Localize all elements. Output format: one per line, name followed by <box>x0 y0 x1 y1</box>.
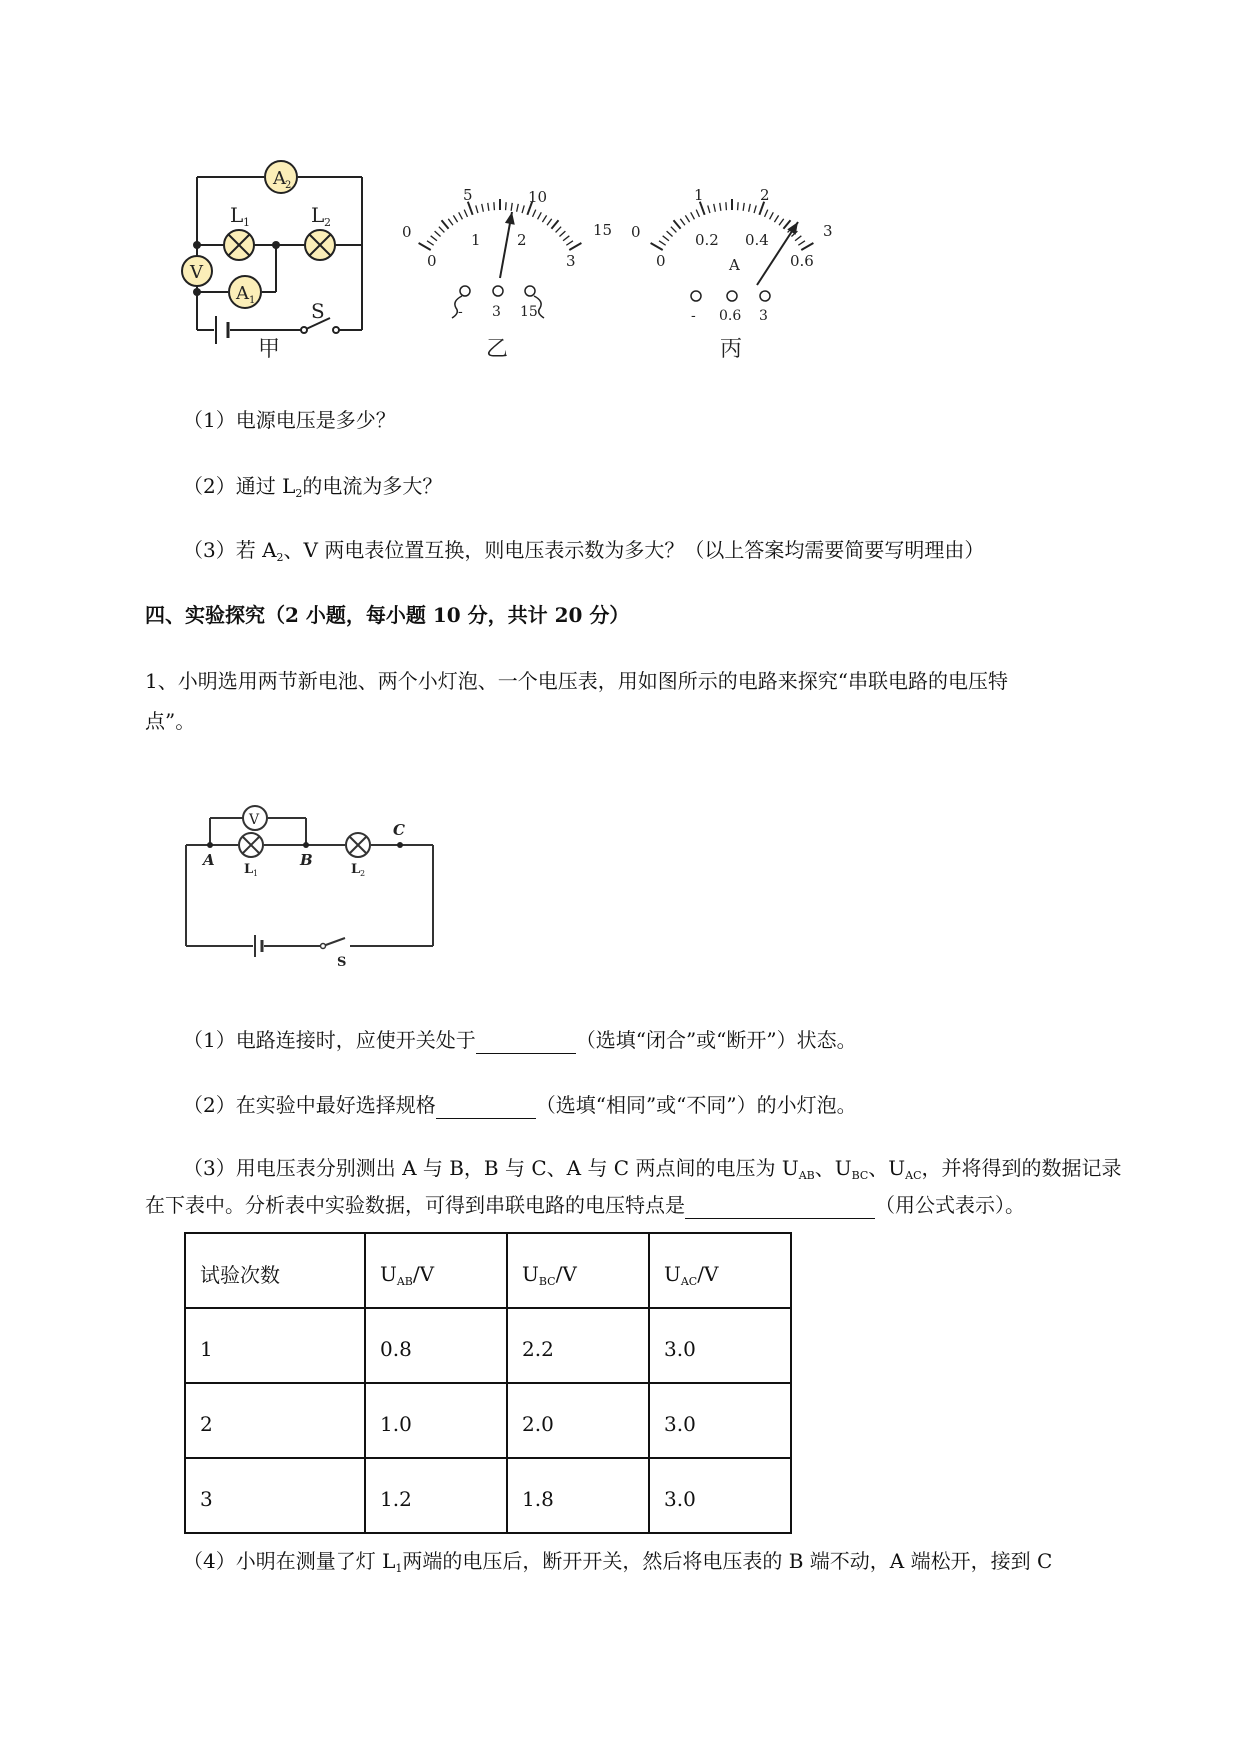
svg-text:2: 2 <box>760 186 770 204</box>
dial-tick <box>674 220 681 228</box>
dial-tick <box>476 205 478 213</box>
ammeter-terminals <box>691 291 770 324</box>
answer-blank-3[interactable] <box>685 1196 875 1219</box>
svg-text:A: A <box>729 256 740 274</box>
header-cell: $U_{AC}/V$ <box>649 1233 791 1308</box>
dial-tick <box>533 210 536 217</box>
svg-text:0.2: 0.2 <box>695 231 719 249</box>
dial-tick <box>559 231 565 236</box>
lamp-l2-symbol <box>305 203 335 260</box>
dial-tick <box>563 236 569 241</box>
svg-text:1: 1 <box>253 869 259 878</box>
a2-label: A <box>273 168 286 189</box>
l2-label: L <box>311 203 325 227</box>
dial-tick <box>448 219 453 225</box>
dial-tick <box>556 227 562 233</box>
experiment-intro-line2: 点”。 <box>145 709 196 733</box>
table-cell: 1.2 <box>365 1458 507 1533</box>
svg-text:1: 1 <box>694 186 704 204</box>
svg-text:0.4: 0.4 <box>745 231 769 249</box>
experiment-question-4: （4）小明在测量了灯 $L_1$两端的电压后，断开开关，然后将电压表的 B 端不动，A 端松开，接到 C <box>183 1549 1053 1575</box>
dial-tick <box>522 205 524 213</box>
svg-text:V: V <box>249 812 260 828</box>
dial-tick <box>538 212 542 219</box>
dial-tick <box>680 219 685 225</box>
svg-text:2: 2 <box>360 869 366 878</box>
svg-text:1: 1 <box>471 231 481 249</box>
dial-tick <box>774 215 778 222</box>
caption-yi: 乙 <box>486 337 509 362</box>
table-cell: 3.0 <box>649 1458 791 1533</box>
dial-tick <box>691 212 695 219</box>
svg-text:3: 3 <box>492 304 501 320</box>
svg-text:5: 5 <box>463 186 473 204</box>
dial-tick <box>663 236 669 241</box>
figure-circuit-and-meters <box>0 0 1241 380</box>
voltmeter-scale-labels <box>402 186 612 270</box>
table-cell: 2 <box>185 1383 365 1458</box>
dial-tick <box>726 202 727 210</box>
dial-tick <box>765 210 768 217</box>
svg-text:2: 2 <box>324 216 331 229</box>
svg-text:0: 0 <box>402 223 412 241</box>
dial-needle-arrowhead <box>505 212 515 225</box>
dial-tick <box>795 236 801 241</box>
dial-tick <box>714 204 716 212</box>
dial-tick <box>779 219 784 225</box>
dial-tick <box>798 241 805 245</box>
table-cell: 3.0 <box>649 1308 791 1383</box>
table-row <box>185 1458 791 1533</box>
table-cell: 2.2 <box>507 1308 649 1383</box>
table-cell: 1.0 <box>365 1383 507 1458</box>
svg-text:1: 1 <box>243 216 250 229</box>
dial-tick <box>720 203 721 211</box>
point-c-label: C <box>393 821 405 839</box>
svg-text:2: 2 <box>285 180 292 191</box>
dial-tick <box>511 203 512 211</box>
experiment-question-3-line2: 在下表中。分析表中实验数据，可得到串联电路的电压特点是 （用公式表示）。 <box>145 1193 1025 1217</box>
svg-text:L: L <box>244 862 254 877</box>
dial-tick <box>482 204 484 212</box>
lamp-l1-symbol-fig2 <box>239 833 263 857</box>
caption-bing: 丙 <box>720 337 743 362</box>
voltmeter-dial-yi <box>419 199 582 278</box>
dial-tick <box>439 227 445 233</box>
dial-tick <box>488 203 489 211</box>
svg-text:0.6: 0.6 <box>719 308 742 324</box>
switch-s-label: S <box>311 299 325 323</box>
dial-tick <box>453 215 457 222</box>
svg-text:10: 10 <box>528 188 548 206</box>
dial-tick <box>542 215 546 222</box>
dial-tick <box>754 205 756 213</box>
dial-tick <box>442 220 449 228</box>
dial-tick <box>419 243 431 250</box>
switch-s-label-fig2: S <box>337 955 347 970</box>
dial-tick <box>783 220 790 228</box>
dial-tick <box>738 202 739 210</box>
svg-text:-: - <box>458 304 463 320</box>
svg-text:3: 3 <box>823 222 833 240</box>
dial-tick <box>569 243 581 250</box>
experiment-question-2: （2）在实验中最好选择规格 （选填“相同”或“不同”）的小灯泡。 <box>183 1093 857 1117</box>
svg-text:3: 3 <box>759 308 768 324</box>
svg-text:1: 1 <box>249 295 256 306</box>
voltmeter-v-symbol <box>182 256 212 286</box>
table-header-row <box>185 1233 791 1308</box>
dial-tick <box>435 231 441 236</box>
ammeter-a1-symbol <box>229 276 261 308</box>
svg-text:15: 15 <box>593 221 613 239</box>
table-row <box>185 1308 791 1383</box>
question-3-2: （2）通过 $L_2$的电流为多大？ <box>183 474 443 500</box>
answer-blank-1[interactable] <box>476 1031 576 1054</box>
dial-tick <box>708 205 710 213</box>
dial-tick <box>659 241 666 245</box>
dial-tick <box>770 212 774 219</box>
dial-tick <box>547 219 552 225</box>
question-3-1: （1）电源电压是多少？ <box>183 408 396 432</box>
experiment-intro-line1: 1、小明选用两节新电池、两个小灯泡、一个电压表，用如图所示的电路来探究“串联电路的电压特 <box>145 669 1008 693</box>
header-cell: $U_{BC}/V$ <box>507 1233 649 1308</box>
dial-tick <box>743 203 744 211</box>
dial-tick <box>566 241 573 245</box>
table-row <box>185 1383 791 1458</box>
table-cell: 1.8 <box>507 1458 649 1533</box>
table-cell: 3 <box>185 1458 365 1533</box>
dial-tick <box>506 202 507 210</box>
section-heading: 四、实验探究（2 小题，每小题 10 分，共计 20 分） <box>145 603 630 627</box>
dial-tick <box>431 236 437 241</box>
ammeter-a2-symbol <box>265 161 297 193</box>
a1-label: A <box>236 283 249 304</box>
dial-tick <box>801 243 813 250</box>
svg-text:0: 0 <box>427 252 437 270</box>
svg-text:0.6: 0.6 <box>790 252 814 270</box>
experiment-question-3-line1: （3）用电压表分别测出 A 与 B，B 与 C、A 与 C 两点间的电压为 $U_{AB}$、$U_{BC}$、$U_{AC}$，并将得到的数据记录 <box>183 1156 1122 1182</box>
header-cell: 试验次数 <box>185 1233 365 1308</box>
dial-tick <box>667 231 673 236</box>
dial-tick <box>696 210 699 217</box>
dial-tick <box>685 215 689 222</box>
svg-text:0: 0 <box>631 223 641 241</box>
figure-series-circuit <box>0 770 480 980</box>
dial-tick <box>749 204 751 212</box>
circuit-diagram-jia <box>197 177 362 344</box>
svg-text:L: L <box>351 862 361 877</box>
point-b-label: B <box>300 851 313 869</box>
lamp-l2-symbol-fig2 <box>346 833 370 857</box>
point-a-label: A <box>203 851 215 869</box>
dial-tick <box>494 202 495 210</box>
dial-tick <box>459 212 463 219</box>
dial-tick <box>464 210 467 217</box>
caption-jia: 甲 <box>258 337 281 362</box>
l1-label: L <box>230 203 244 227</box>
table-cell: 3.0 <box>649 1383 791 1458</box>
table-cell: 0.8 <box>365 1308 507 1383</box>
svg-text:2: 2 <box>517 231 527 249</box>
svg-text:-: - <box>691 308 696 324</box>
dial-tick <box>651 243 663 250</box>
svg-text:15: 15 <box>520 304 538 320</box>
dial-tick <box>671 227 677 233</box>
table-cell: 2.0 <box>507 1383 649 1458</box>
header-cell: $U_{AB}/V$ <box>365 1233 507 1308</box>
table-cell: 1 <box>185 1308 365 1383</box>
dial-tick <box>551 220 558 228</box>
lamp-l1-symbol <box>224 203 254 260</box>
question-3-3: （3）若 $A_2$、V 两电表位置互换，则电压表示数为多大？（以上答案均需要简要写明理由） <box>183 538 985 564</box>
dial-tick <box>517 204 519 212</box>
svg-text:3: 3 <box>566 252 576 270</box>
dial-tick <box>427 241 434 245</box>
answer-blank-2[interactable] <box>436 1096 536 1119</box>
svg-text:0: 0 <box>656 252 666 270</box>
v-label: V <box>190 262 203 283</box>
experiment-data-table <box>184 1232 792 1534</box>
experiment-question-1: （1）电路连接时，应使开关处于 （选填“闭合”或“断开”）状态。 <box>183 1028 857 1052</box>
voltmeter-terminals <box>452 286 544 320</box>
